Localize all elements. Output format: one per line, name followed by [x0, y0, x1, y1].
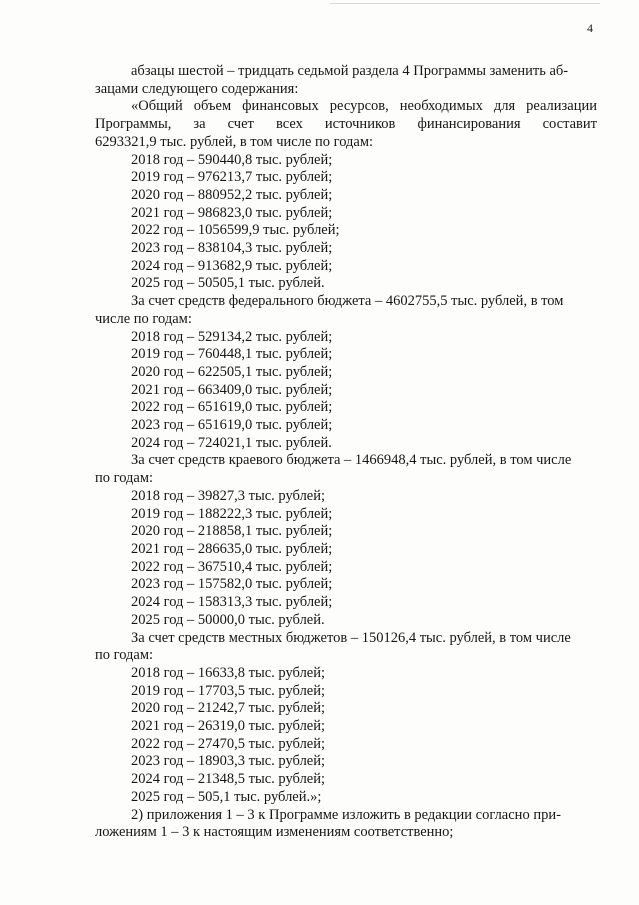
list-item: 2021 год – 26319,0 тыс. рублей;: [131, 718, 326, 735]
regional-line-2: по годам:: [95, 470, 154, 487]
regional-section: [95, 452, 597, 629]
scan-edge-line: [330, 3, 600, 4]
list-item: 2021 год – 663409,0 тыс. рублей;: [131, 381, 333, 398]
list-item: 2020 год – 218858,1 тыс. рублей;: [131, 523, 333, 540]
total-line-2: Программы, за счет всех источников финансирования составит: [95, 116, 597, 133]
list-item: 2022 год – 27470,5 тыс. рублей;: [131, 735, 326, 752]
list-item: 2020 год – 622505,1 тыс. рублей;: [131, 363, 333, 380]
regional-years-list: [95, 488, 597, 630]
list-item: 2021 год – 986823,0 тыс. рублей;: [131, 204, 333, 221]
list-item: 2024 год – 158313,3 тыс. рублей;: [131, 594, 333, 611]
list-item: 2023 год – 838104,3 тыс. рублей;: [131, 240, 333, 257]
list-item: 2021 год – 286635,0 тыс. рублей;: [131, 540, 333, 557]
list-item: 2019 год – 17703,5 тыс. рублей;: [131, 682, 326, 699]
local-line-2: по годам:: [95, 647, 154, 664]
list-item: 2018 год – 590440,8 тыс. рублей;: [131, 151, 333, 168]
federal-line-1: За счет средств федерального бюджета – 4602755,5 тыс. рублей, в том: [131, 293, 564, 310]
item2-line-2: ложениям 1 – 3 к настоящим изменениям соответственно;: [95, 824, 454, 841]
list-item: 2019 год – 188222,3 тыс. рублей;: [131, 505, 333, 522]
list-item: 2022 год – 1056599,9 тыс. рублей;: [131, 222, 340, 239]
item2-section: [95, 807, 597, 842]
list-item: 2023 год – 18903,3 тыс. рублей;: [131, 753, 326, 770]
list-item: 2025 год – 505,1 тыс. рублей.»;: [131, 788, 322, 805]
list-item: 2018 год – 529134,2 тыс. рублей;: [131, 328, 333, 345]
list-item: 2022 год – 651619,0 тыс. рублей;: [131, 399, 333, 416]
list-item: 2025 год – 50000,0 тыс. рублей.: [131, 611, 325, 628]
total-line-3: 6293321,9 тыс. рублей, в том числе по годам:: [95, 133, 374, 150]
list-item: 2018 год – 16633,8 тыс. рублей;: [131, 664, 326, 681]
list-item: 2025 год – 50505,1 тыс. рублей.: [131, 275, 325, 292]
list-item: 2024 год – 724021,1 тыс. рублей.: [131, 434, 332, 451]
total-section: [95, 98, 597, 293]
document-body: [95, 63, 597, 842]
list-item: 2020 год – 880952,2 тыс. рублей;: [131, 186, 333, 203]
list-item: 2018 год – 39827,3 тыс. рублей;: [131, 487, 326, 504]
list-item: 2023 год – 157582,0 тыс. рублей;: [131, 576, 333, 593]
regional-line-1: За счет средств краевого бюджета – 1466948,4 тыс. рублей, в том числе: [131, 452, 572, 469]
item2-line-1: 2) приложения 1 – 3 к Программе изложить в редакции согласно при-: [131, 806, 561, 823]
total-years-list: [95, 152, 597, 294]
list-item: 2019 год – 760448,1 тыс. рублей;: [131, 346, 333, 363]
page-number: 4: [587, 21, 593, 35]
federal-line-2: числе по годам:: [95, 310, 192, 327]
federal-years-list: [95, 329, 597, 453]
list-item: 2024 год – 21348,5 тыс. рублей;: [131, 771, 326, 788]
list-item: 2020 год – 21242,7 тыс. рублей;: [131, 700, 326, 717]
local-line-1: За счет средств местных бюджетов – 150126,4 тыс. рублей, в том числе: [131, 629, 571, 646]
total-line-1: «Общий объем финансовых ресурсов, необходимых для реализации: [131, 98, 597, 115]
intro-line-2: зацами следующего содержания:: [95, 80, 299, 97]
list-item: 2024 год – 913682,9 тыс. рублей;: [131, 257, 333, 274]
local-years-list: [95, 665, 597, 807]
intro-paragraph: [95, 63, 597, 98]
intro-line-1: абзацы шестой – тридцать седьмой раздела 4 Программы заменить аб-: [131, 63, 569, 79]
list-item: 2023 год – 651619,0 тыс. рублей;: [131, 417, 333, 434]
local-section: [95, 630, 597, 807]
list-item: 2019 год – 976213,7 тыс. рублей;: [131, 169, 333, 186]
list-item: 2022 год – 367510,4 тыс. рублей;: [131, 558, 333, 575]
federal-section: [95, 293, 597, 452]
